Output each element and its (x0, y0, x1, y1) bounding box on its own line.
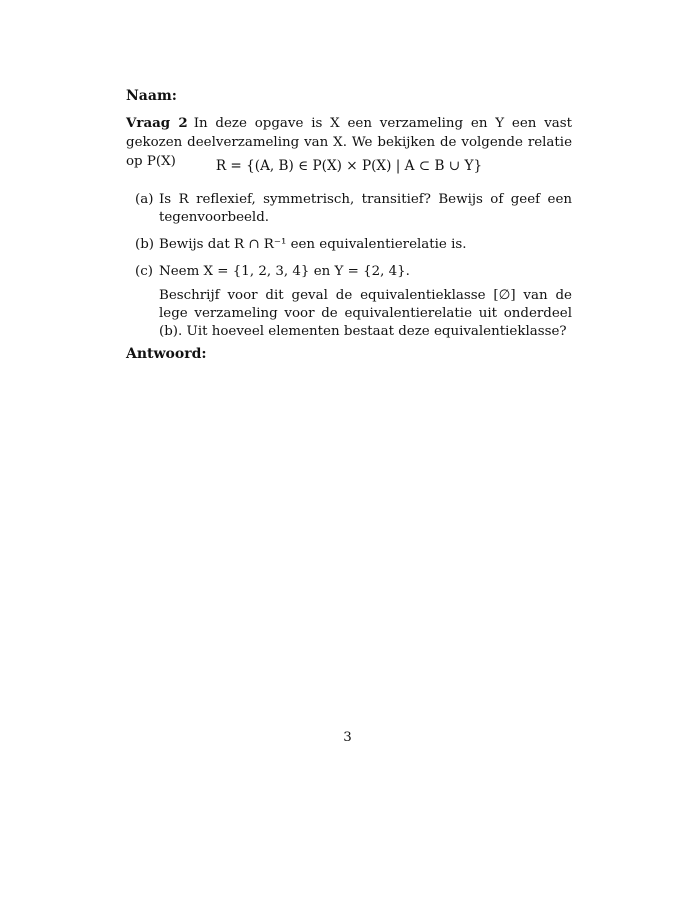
question-intro-text: In deze opgave is X een verzameling en Y een vast gekozen deelverzameling van X. We bekijken de volgende relatie op P(X) (126, 116, 572, 169)
part-label: (c) (135, 264, 153, 279)
answer-label: Antwoord: (126, 346, 207, 362)
part-label: (b) (135, 237, 155, 252)
question-number: Vraag 2 (126, 115, 188, 131)
part-c (126, 263, 572, 341)
part-c-extra-text: Beschrijf voor dit geval de equivalentieklasse [∅] van de lege verzameling voor de equivalentierelatie uit onderdeel (b). Uit hoeveel elementen bestaat deze equivalentieklasse? (159, 288, 572, 339)
part-text: Neem X = {1, 2, 3, 4} en Y = {2, 4}. (159, 264, 410, 279)
name-label: Naam: (126, 88, 177, 104)
question-parts (126, 191, 572, 350)
part-a (126, 191, 572, 227)
page-number: 3 (343, 730, 352, 745)
part-b (126, 236, 572, 254)
part-text: Is R reflexief, symmetrisch, transitief? Bewijs of geef een tegenvoorbeeld. (159, 192, 572, 225)
part-text: Bewijs dat R ∩ R⁻¹ een equivalentierelatie is. (159, 237, 467, 252)
relation-formula: R = {(A, B) ∈ P(X) × P(X) | A ⊂ B ∪ Y} (215, 158, 483, 174)
part-label: (a) (135, 192, 154, 207)
